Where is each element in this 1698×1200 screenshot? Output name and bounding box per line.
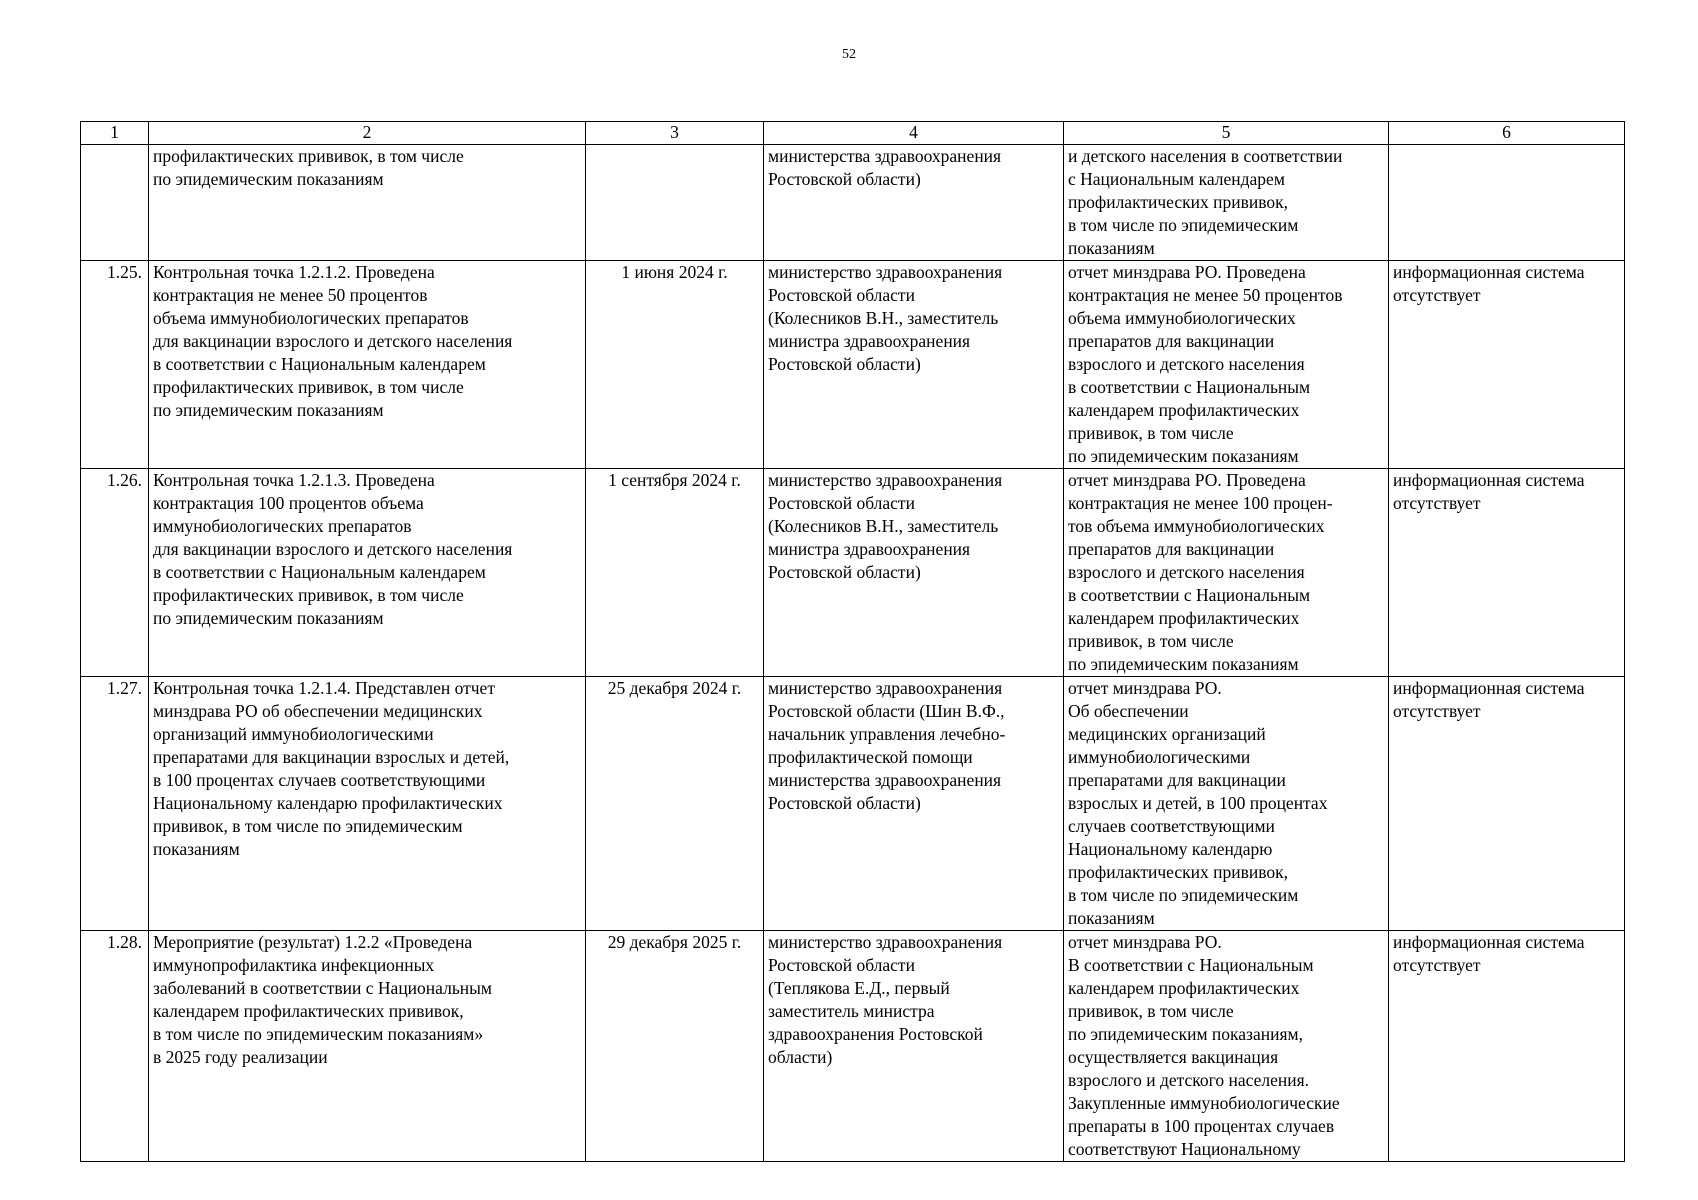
event-name: Мероприятие (результат) 1.2.2 «Проведена иммунопрофилактика инфекционных заболеваний в соответствии с Национальным календарем профилактических прививок, в том числе по эпидемическим показаниям» в 2025 году реализации: [149, 931, 586, 1162]
event-name: Контрольная точка 1.2.1.4. Представлен отчет минздрава РО об обеспечении медицинских организаций иммунобиологическими препаратами для вакцинации взрослых и детей, в 100 процентах случаев соответствующими Национальному календарю профилактических прививок, в том числе по эпидемическим показаниям: [149, 677, 586, 931]
information-system: информационная система отсутствует: [1389, 677, 1625, 931]
event-name: Контрольная точка 1.2.1.2. Проведена контрактация не менее 50 процентов объема иммунобиологических препаратов для вакцинации взрослого и детского населения в соответствии с Национальным календарем профилактических прививок, в том числе по эпидемическим показаниям: [149, 261, 586, 469]
row-number: 1.27.: [81, 677, 149, 931]
responsible-party: министерства здравоохранения Ростовской области): [764, 145, 1064, 261]
result-document: и детского населения в соответствии с Национальным календарем профилактических прививок, в том числе по эпидемическим показаниям: [1064, 145, 1389, 261]
row-number: 1.28.: [81, 931, 149, 1162]
row-number: [81, 145, 149, 261]
row-number: 1.26.: [81, 469, 149, 677]
result-document: отчет минздрава РО. Об обеспечении медицинских организаций иммунобиологическими препаратами для вакцинации взрослых и детей, в 100 процентах случаев соответствующими Национальному календарю профилактических прививок, в том числе по эпидемическим показаниям: [1064, 677, 1389, 931]
responsible-party: министерство здравоохранения Ростовской области (Колесников В.Н., заместитель министра здравоохранения Ростовской области): [764, 469, 1064, 677]
column-header-1: 1: [81, 122, 149, 145]
deadline-date: 25 декабря 2024 г.: [586, 677, 764, 931]
page-number: 52: [842, 47, 856, 62]
responsible-party: министерство здравоохранения Ростовской области (Колесников В.Н., заместитель министра здравоохранения Ростовской области): [764, 261, 1064, 469]
column-header-2: 2: [149, 122, 586, 145]
responsible-party: министерство здравоохранения Ростовской области (Теплякова Е.Д., первый заместитель министра здравоохранения Ростовской области): [764, 931, 1064, 1162]
table-row: [81, 931, 1625, 1162]
table-row: [81, 677, 1625, 931]
column-header-6: 6: [1389, 122, 1625, 145]
control-points-table: [80, 121, 1625, 1162]
information-system: информационная система отсутствует: [1389, 469, 1625, 677]
row-number: 1.25.: [81, 261, 149, 469]
information-system: информационная система отсутствует: [1389, 931, 1625, 1162]
table-row: [81, 145, 1625, 261]
table-row: [81, 469, 1625, 677]
event-name: профилактических прививок, в том числе по эпидемическим показаниям: [149, 145, 586, 261]
event-name: Контрольная точка 1.2.1.3. Проведена контрактация 100 процентов объема иммунобиологических препаратов для вакцинации взрослого и детского населения в соответствии с Национальным календарем профилактических прививок, в том числе по эпидемическим показаниям: [149, 469, 586, 677]
result-document: отчет минздрава РО. Проведена контрактация не менее 100 процен- тов объема иммунобиологических препаратов для вакцинации взрослого и детского населения в соответствии с Национальным календарем профилактических прививок, в том числе по эпидемическим показаниям: [1064, 469, 1389, 677]
table-row: [81, 261, 1625, 469]
result-document: отчет минздрава РО. В соответствии с Национальным календарем профилактических прививок, в том числе по эпидемическим показаниям, осуществляется вакцинация взрослого и детского населения. Закупленные иммунобиологические препараты в 100 процентах случаев соответствуют Национальному: [1064, 931, 1389, 1162]
column-header-3: 3: [586, 122, 764, 145]
responsible-party: министерство здравоохранения Ростовской области (Шин В.Ф., начальник управления лечебно- профилактической помощи министерства здравоохранения Ростовской области): [764, 677, 1064, 931]
information-system: информационная система отсутствует: [1389, 261, 1625, 469]
deadline-date: 1 июня 2024 г.: [586, 261, 764, 469]
header-row: [81, 122, 1625, 145]
deadline-date: 29 декабря 2025 г.: [586, 931, 764, 1162]
information-system: [1389, 145, 1625, 261]
column-header-4: 4: [764, 122, 1064, 145]
column-header-5: 5: [1064, 122, 1389, 145]
deadline-date: 1 сентября 2024 г.: [586, 469, 764, 677]
deadline-date: [586, 145, 764, 261]
result-document: отчет минздрава РО. Проведена контрактация не менее 50 процентов объема иммунобиологических препаратов для вакцинации взрослого и детского населения в соответствии с Национальным календарем профилактических прививок, в том числе по эпидемическим показаниям: [1064, 261, 1389, 469]
